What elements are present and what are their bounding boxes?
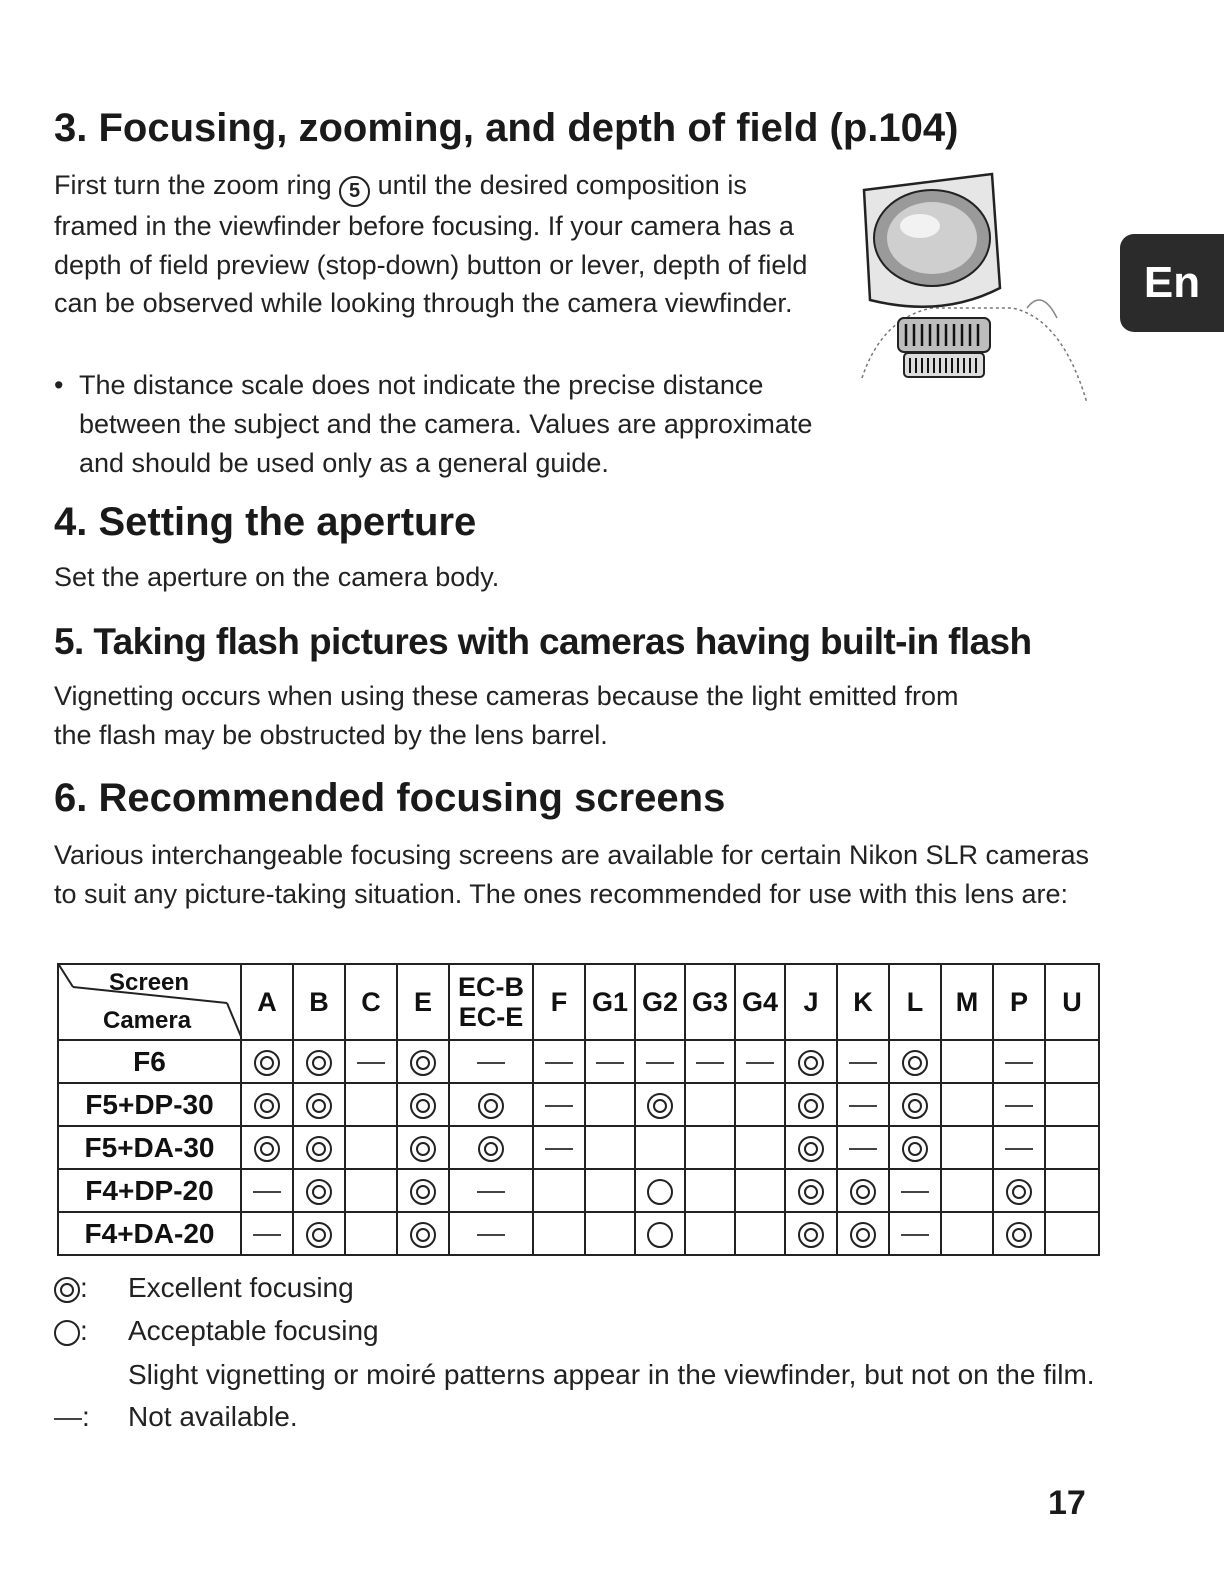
screen-cell xyxy=(785,1083,837,1126)
not-available-dash-icon xyxy=(357,1062,385,1064)
not-available-dash-icon xyxy=(1005,1062,1033,1064)
screen-cell xyxy=(735,1126,785,1169)
screen-cell xyxy=(735,1212,785,1255)
screen-cell xyxy=(533,1212,585,1255)
screen-cell xyxy=(449,1083,533,1126)
excellent-symbol-icon xyxy=(54,1277,80,1303)
col-header: A xyxy=(241,964,293,1040)
excellent-symbol-icon xyxy=(850,1179,876,1205)
excellent-symbol-icon xyxy=(410,1136,436,1162)
screen-cell xyxy=(449,1040,533,1083)
screen-cell xyxy=(735,1169,785,1212)
screen-cell xyxy=(1045,1040,1099,1083)
col-header: G3 xyxy=(685,964,735,1040)
camera-cell: F5+DP-30 xyxy=(58,1083,241,1126)
screen-cell xyxy=(345,1126,397,1169)
screen-cell xyxy=(685,1126,735,1169)
screen-cell xyxy=(837,1040,889,1083)
not-available-dash-icon xyxy=(696,1062,724,1064)
screen-cell xyxy=(993,1083,1045,1126)
bullet-dot: • xyxy=(54,370,64,400)
screen-cell xyxy=(635,1212,685,1255)
not-available-dash-icon xyxy=(477,1191,505,1193)
excellent-symbol-icon xyxy=(306,1050,332,1076)
language-tab: En xyxy=(1120,234,1224,332)
legend-excellent-text: Excellent focusing xyxy=(128,1272,354,1303)
screen-cell xyxy=(837,1212,889,1255)
zoom-ring-number: 5 xyxy=(339,176,370,207)
screen-cell xyxy=(585,1083,635,1126)
screen-cell xyxy=(993,1126,1045,1169)
excellent-symbol-icon xyxy=(306,1222,332,1248)
col-header: G1 xyxy=(585,964,635,1040)
corner-header xyxy=(58,964,241,1040)
not-available-dash-icon xyxy=(746,1062,774,1064)
excellent-symbol-icon xyxy=(850,1222,876,1248)
table-header-row xyxy=(58,964,1099,1040)
excellent-symbol-icon xyxy=(798,1093,824,1119)
screen-cell xyxy=(993,1212,1045,1255)
screen-cell xyxy=(585,1040,635,1083)
table-row xyxy=(58,1126,1099,1169)
table-body xyxy=(58,1040,1099,1255)
lens-illustration xyxy=(842,168,1094,420)
screen-cell xyxy=(533,1169,585,1212)
screen-cell xyxy=(345,1169,397,1212)
not-available-dash-icon xyxy=(596,1062,624,1064)
screen-cell xyxy=(941,1212,993,1255)
screen-cell xyxy=(585,1212,635,1255)
section-5-title: 5. Taking flash pictures with cameras having built-in flash xyxy=(54,621,1032,662)
col-header: B xyxy=(293,964,345,1040)
excellent-symbol-icon xyxy=(798,1179,824,1205)
table-row xyxy=(58,1169,1099,1212)
screen-cell xyxy=(635,1083,685,1126)
screen-cell xyxy=(345,1212,397,1255)
screen-cell xyxy=(685,1083,735,1126)
screen-cell xyxy=(837,1083,889,1126)
not-available-dash-icon xyxy=(545,1062,573,1064)
screen-cell xyxy=(785,1126,837,1169)
excellent-symbol-icon xyxy=(306,1136,332,1162)
screen-cell xyxy=(941,1083,993,1126)
not-available-dash-icon xyxy=(54,1418,82,1420)
screen-cell xyxy=(889,1126,941,1169)
legend-acceptable-text: Acceptable focusing xyxy=(128,1315,379,1346)
not-available-dash-icon xyxy=(901,1234,929,1236)
legend-colon: : xyxy=(80,1272,88,1303)
table-row xyxy=(58,1083,1099,1126)
col-header-ecb: EC-B xyxy=(458,972,524,1002)
lens-drawing xyxy=(842,168,1094,420)
not-available-dash-icon xyxy=(1005,1105,1033,1107)
screen-cell xyxy=(685,1212,735,1255)
screen-cell xyxy=(889,1169,941,1212)
screen-cell xyxy=(345,1040,397,1083)
screen-cell xyxy=(397,1212,449,1255)
section-6-title: 6. Recommended focusing screens xyxy=(54,776,726,820)
legend-not-available-text: Not available. xyxy=(128,1401,298,1432)
not-available-dash-icon xyxy=(646,1062,674,1064)
col-header: F xyxy=(533,964,585,1040)
excellent-symbol-icon xyxy=(647,1093,673,1119)
screen-cell xyxy=(293,1212,345,1255)
col-header-ec xyxy=(449,964,533,1040)
excellent-symbol-icon xyxy=(902,1093,928,1119)
screen-cell xyxy=(241,1040,293,1083)
excellent-symbol-icon xyxy=(410,1179,436,1205)
screen-cell xyxy=(785,1040,837,1083)
screen-cell xyxy=(533,1083,585,1126)
col-header: G2 xyxy=(635,964,685,1040)
page-number: 17 xyxy=(1048,1484,1086,1522)
camera-cell: F5+DA-30 xyxy=(58,1126,241,1169)
col-header: C xyxy=(345,964,397,1040)
screen-cell xyxy=(293,1040,345,1083)
excellent-symbol-icon xyxy=(902,1136,928,1162)
not-available-dash-icon xyxy=(901,1191,929,1193)
screen-cell xyxy=(449,1169,533,1212)
table-row xyxy=(58,1040,1099,1083)
legend-colon: : xyxy=(82,1401,90,1432)
screen-cell xyxy=(397,1169,449,1212)
not-available-dash-icon xyxy=(849,1105,877,1107)
camera-cell: F6 xyxy=(58,1040,241,1083)
screen-cell xyxy=(635,1169,685,1212)
screen-cell xyxy=(635,1126,685,1169)
screen-cell xyxy=(397,1040,449,1083)
screen-cell xyxy=(785,1169,837,1212)
col-header: L xyxy=(889,964,941,1040)
section-4-title: 4. Setting the aperture xyxy=(54,500,477,544)
screen-cell xyxy=(993,1040,1045,1083)
screen-cell xyxy=(635,1040,685,1083)
screen-cell xyxy=(735,1040,785,1083)
legend-note-text: Slight vignetting or moiré patterns appear in the viewfinder, but not on the film. xyxy=(128,1359,1095,1390)
not-available-dash-icon xyxy=(1005,1148,1033,1150)
screen-cell xyxy=(397,1126,449,1169)
screen-cell xyxy=(685,1169,735,1212)
screen-cell xyxy=(241,1083,293,1126)
table-row xyxy=(58,1212,1099,1255)
corner-camera-label: Camera xyxy=(103,1007,192,1034)
screen-cell xyxy=(533,1040,585,1083)
excellent-symbol-icon xyxy=(306,1179,332,1205)
col-header: K xyxy=(837,964,889,1040)
not-available-dash-icon xyxy=(477,1234,505,1236)
section-4-text: Set the aperture on the camera body. xyxy=(54,562,500,592)
screen-cell xyxy=(1045,1212,1099,1255)
screen-cell xyxy=(993,1169,1045,1212)
screen-cell xyxy=(241,1126,293,1169)
screen-cell xyxy=(1045,1083,1099,1126)
excellent-symbol-icon xyxy=(306,1093,332,1119)
excellent-symbol-icon xyxy=(1006,1179,1032,1205)
screen-cell xyxy=(941,1169,993,1212)
excellent-symbol-icon xyxy=(254,1093,280,1119)
excellent-symbol-icon xyxy=(478,1136,504,1162)
screen-cell xyxy=(837,1126,889,1169)
not-available-dash-icon xyxy=(253,1234,281,1236)
screen-cell xyxy=(449,1212,533,1255)
screen-cell xyxy=(449,1126,533,1169)
col-header-ece: EC-E xyxy=(458,1002,524,1032)
screen-cell xyxy=(889,1212,941,1255)
screen-cell xyxy=(941,1040,993,1083)
excellent-symbol-icon xyxy=(798,1222,824,1248)
camera-cell: F4+DP-20 xyxy=(58,1169,241,1212)
excellent-symbol-icon xyxy=(254,1050,280,1076)
legend-colon: : xyxy=(80,1315,88,1346)
col-header: G4 xyxy=(735,964,785,1040)
section-3-title: 3. Focusing, zooming, and depth of field (p.104) xyxy=(54,106,959,150)
screen-cell xyxy=(889,1083,941,1126)
col-header: U xyxy=(1045,964,1099,1040)
screen-cell xyxy=(345,1083,397,1126)
not-available-dash-icon xyxy=(545,1105,573,1107)
excellent-symbol-icon xyxy=(902,1050,928,1076)
acceptable-symbol-icon xyxy=(54,1320,80,1346)
excellent-symbol-icon xyxy=(478,1093,504,1119)
screen-cell xyxy=(1045,1169,1099,1212)
excellent-symbol-icon xyxy=(254,1136,280,1162)
screen-cell xyxy=(241,1169,293,1212)
screen-cell xyxy=(837,1169,889,1212)
section-3-text-before: First turn the zoom ring xyxy=(54,170,332,200)
excellent-symbol-icon xyxy=(410,1222,436,1248)
screen-cell xyxy=(735,1083,785,1126)
camera-cell: F4+DA-20 xyxy=(58,1212,241,1255)
screen-cell xyxy=(785,1212,837,1255)
screen-cell xyxy=(585,1126,635,1169)
screen-cell xyxy=(293,1083,345,1126)
screen-cell xyxy=(397,1083,449,1126)
section-3-paragraph xyxy=(54,166,824,323)
col-header: P xyxy=(993,964,1045,1040)
corner-screen-label: Screen xyxy=(109,969,190,996)
col-header: E xyxy=(397,964,449,1040)
screen-cell xyxy=(293,1126,345,1169)
focusing-screen-table xyxy=(57,963,1100,1256)
screen-cell xyxy=(533,1126,585,1169)
excellent-symbol-icon xyxy=(798,1136,824,1162)
screen-cell xyxy=(293,1169,345,1212)
col-header: M xyxy=(941,964,993,1040)
section-6-text: Various interchangeable focusing screens are available for certain Nikon SLR cameras to suit any picture-taking situation. The ones recommended for use with this lens are: xyxy=(54,840,1090,909)
screen-cell xyxy=(585,1169,635,1212)
screen-cell xyxy=(1045,1126,1099,1169)
screen-cell xyxy=(685,1040,735,1083)
excellent-symbol-icon xyxy=(410,1050,436,1076)
excellent-symbol-icon xyxy=(798,1050,824,1076)
screen-cell xyxy=(941,1126,993,1169)
col-header: J xyxy=(785,964,837,1040)
section-3-bullet-text: The distance scale does not indicate the precise distance between the subject and the camera. Values are approximate and should be used only as a general guide. xyxy=(79,370,813,478)
not-available-dash-icon xyxy=(253,1191,281,1193)
not-available-dash-icon xyxy=(477,1062,505,1064)
not-available-dash-icon xyxy=(849,1062,877,1064)
excellent-symbol-icon xyxy=(1006,1222,1032,1248)
section-3-text-after: until the desired composition is framed in the viewfinder before focusing. If your camera has a depth of field preview (stop-down) button or lever, depth of field can be observed while looking through the camera viewfinder. xyxy=(54,170,808,318)
excellent-symbol-icon xyxy=(410,1093,436,1119)
screen-cell xyxy=(889,1040,941,1083)
acceptable-symbol-icon xyxy=(647,1222,673,1248)
section-5-text: Vignetting occurs when using these cameras because the light emitted from the flash may be obstructed by the lens barrel. xyxy=(54,681,959,750)
not-available-dash-icon xyxy=(545,1148,573,1150)
not-available-dash-icon xyxy=(849,1148,877,1150)
screen-cell xyxy=(241,1212,293,1255)
acceptable-symbol-icon xyxy=(647,1179,673,1205)
